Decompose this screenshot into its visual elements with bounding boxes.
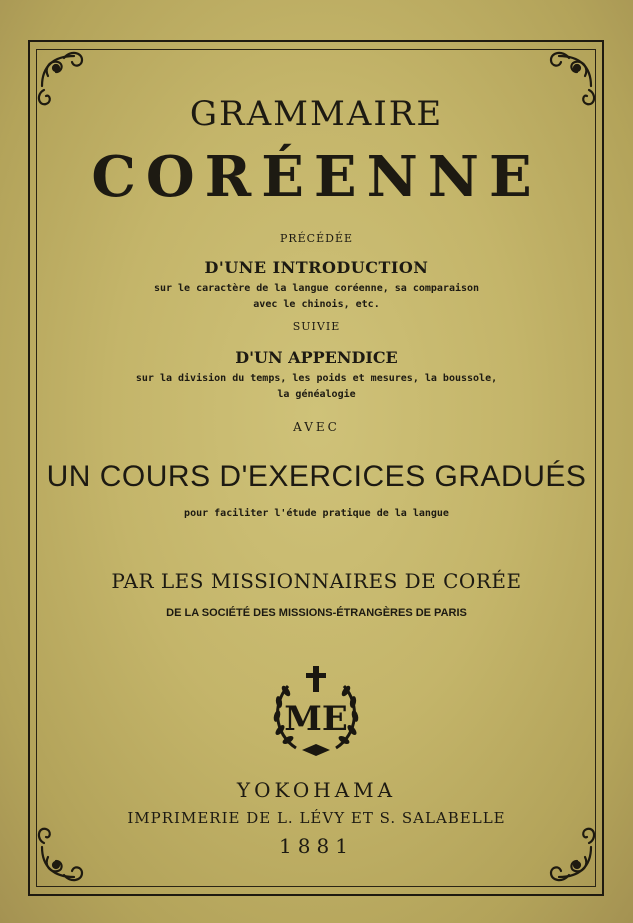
title-line-coreenne: CORÉENNE bbox=[91, 144, 542, 210]
imprint-printer: IMPRIMERIE DE L. LÉVY ET S. SALABELLE bbox=[127, 809, 506, 827]
authors-line: PAR LES MISSIONNAIRES DE CORÉE bbox=[111, 569, 522, 593]
imprint-city: YOKOHAMA bbox=[236, 778, 397, 802]
exercises-description: pour faciliter l'étude pratique de la langue bbox=[184, 508, 449, 519]
introduction-heading: D'UNE INTRODUCTION bbox=[204, 258, 429, 277]
introduction-description-line1: sur le caractère de la langue coréenne, sa comparaison bbox=[153, 283, 480, 294]
appendix-heading: D'UN APPENDICE bbox=[235, 348, 398, 367]
avec-label: AVEC bbox=[293, 420, 340, 434]
emblem-monogram: ME bbox=[284, 699, 348, 739]
society-line: DE LA SOCIÉTÉ DES MISSIONS-ÉTRANGÈRES DE PARIS bbox=[166, 607, 467, 619]
suivie-label: SUIVIE bbox=[292, 320, 341, 333]
missions-etrangeres-wreath-emblem-icon bbox=[266, 664, 366, 758]
introduction-description-line2: avec le chinois, etc. bbox=[253, 299, 380, 310]
title-line-grammaire: GRAMMAIRE bbox=[189, 94, 444, 134]
appendix-description-line1: sur la division du temps, les poids et mesures, la boussole, bbox=[135, 373, 498, 384]
precede-label: PRÉCÉDÉE bbox=[279, 232, 354, 245]
imprint-year: 1881 bbox=[279, 834, 354, 858]
exercises-heading: UN COURS D'EXERCICES GRADUÉS bbox=[46, 460, 587, 493]
appendix-description-line2: la généalogie bbox=[277, 389, 356, 400]
